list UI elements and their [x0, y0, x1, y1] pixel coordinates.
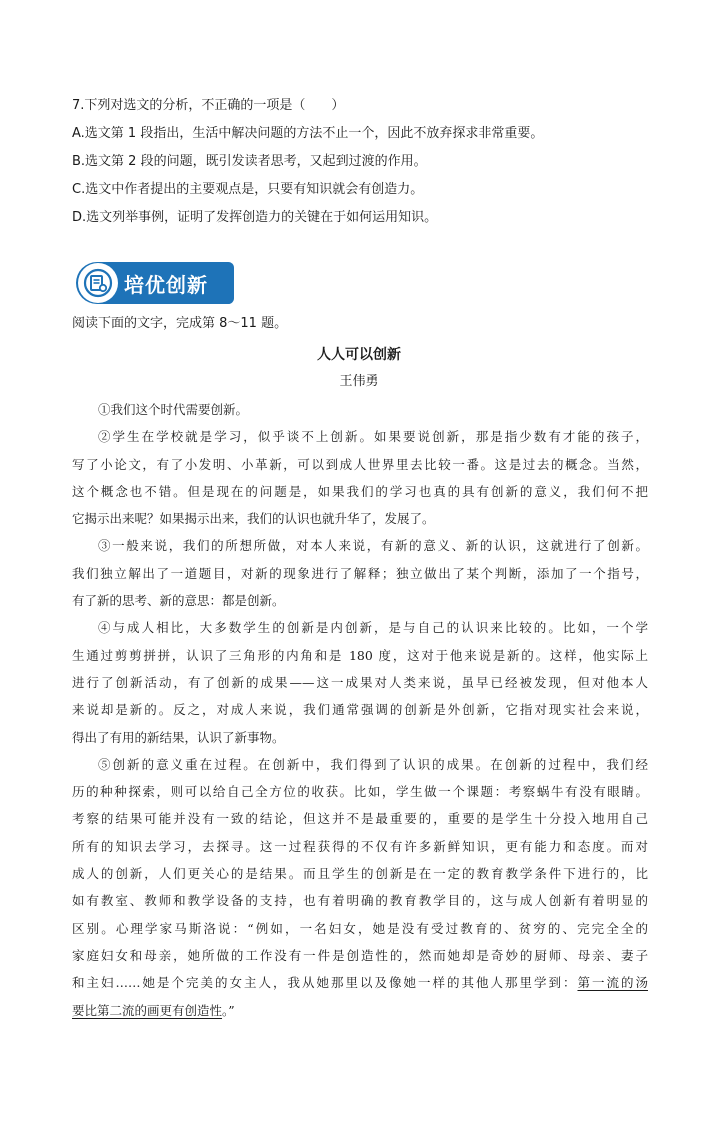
option-d: D.选文列举事例，证明了发挥创造力的关键在于如何运用知识。: [72, 210, 438, 225]
article-line: [72, 560, 648, 587]
line-text: 如有教室、教师和教学设备的支持，也有着明确的教育教学目的，这与成人创新有着明显的: [72, 893, 648, 909]
underlined-quote: 要比第二流的画更有创造性: [72, 1002, 223, 1018]
option-a: A.选文第 1 段指出，生活中解决问题的方法不止一个，因此不放弃探求非常重要。: [72, 126, 544, 141]
underlined-quote: 第一流的汤: [577, 975, 648, 991]
article-line: [72, 642, 648, 669]
line-text: 写了小论文，有了小发明、小革新，可以到成人世界里去比较一番。这是过去的概念。当然，: [72, 456, 648, 472]
line-text: ⑤创新的意义重在过程。在创新中，我们得到了认识的成果。在创新的过程中，我们经: [98, 756, 648, 772]
section-banner: [76, 262, 234, 304]
line-text: 这个概念也不错。但是现在的问题是，如果我们的学习也真的具有创新的意义，我们何不把: [72, 483, 648, 499]
article-line: [72, 997, 648, 1024]
line-text: 成人的创新，人们更关心的是结果。而且学生的创新是在一定的教育教学条件下进行的，比: [72, 866, 648, 882]
article-line: [72, 833, 648, 860]
article-line: [72, 532, 648, 559]
line-text: 历的种种探索，则可以给自己全方位的收获。比如，学生做一个课题：考察蜗牛有没有眼睛。: [72, 784, 648, 800]
line-text: ②学生在学校就是学习，似乎谈不上创新。如果要说创新，那是指少数有才能的孩子，: [98, 429, 648, 445]
article-body: [72, 396, 648, 1024]
article-line: [72, 505, 648, 532]
question-7: [72, 92, 672, 232]
line-text: 它揭示出来呢？如果揭示出来，我们的认识也就升华了，发展了。: [72, 511, 435, 527]
article-line: [72, 778, 648, 805]
option-c: C.选文中作者提出的主要观点是，只要有知识就会有创造力。: [72, 182, 424, 197]
reading-instruction: 阅读下面的文字，完成第 8～11 题。: [72, 316, 288, 331]
article-line: [72, 915, 648, 942]
article-line: [72, 887, 648, 914]
line-text: 所有的知识去学习，去探寻。这一过程获得的不仅有许多新鲜知识，更有能力和态度。而对: [72, 838, 648, 854]
article-line: [72, 396, 648, 423]
article-line: [72, 423, 648, 450]
line-text: 考察的结果可能并没有一致的结论，但这并不是最重要的，重要的是学生十分投入地用自己: [72, 811, 648, 827]
article-line: [72, 751, 648, 778]
article-line: [72, 805, 648, 832]
article-line: [72, 969, 648, 996]
line-text: 家庭妇女和母亲，她所做的工作没有一件是创造性的，然而她却是奇妙的厨师、母亲、妻子: [72, 947, 648, 963]
article-title: 人人可以创新: [317, 347, 401, 363]
line-text: ④与成人相比，大多数学生的创新是内创新，是与自己的认识来比较的。比如，一个学: [98, 620, 648, 636]
article-line: [72, 587, 648, 614]
line-tail: 。”: [222, 1002, 235, 1018]
question-stem: 7.下列对选文的分析，不正确的一项是（ ）: [72, 98, 345, 113]
article-line: [72, 724, 648, 751]
section-title: 培优创新: [124, 273, 208, 297]
line-text: 来说却是新的。反之，对成人来说，我们通常强调的创新是外创新，它指对现实社会来说，: [72, 702, 648, 718]
line-text: 和主妇……她是个完美的女主人，我从她那里以及像她一样的其他人那里学到：: [72, 975, 578, 991]
article-line: [72, 451, 648, 478]
line-text: 生通过剪剪拼拼，认识了三角形的内角和是 180 度，这对于他来说是新的。这样，他实际上: [72, 647, 648, 663]
line-text: 得出了有用的新结果，认识了新事物。: [72, 729, 285, 745]
line-text: ①我们这个时代需要创新。: [98, 402, 249, 417]
article-line: [72, 614, 648, 641]
article-line: [72, 860, 648, 887]
line-text: 我们独立解出了一道题目，对新的现象进行了解释；独立做出了某个判断，添加了一个指号，: [72, 565, 648, 581]
article-line: [72, 478, 648, 505]
line-text: ③一般来说，我们的所想所做，对本人来说，有新的意义、新的认识，这就进行了创新。: [98, 538, 648, 554]
line-text: 有了新的思考、新的意思：都是创新。: [72, 593, 285, 609]
line-text: 区别。心理学家马斯洛说：“例如，一名妇女，她是没有受过教育的、贫穷的、完完全全的: [72, 920, 648, 936]
option-b: B.选文第 2 段的问题，既引发读者思考，又起到过渡的作用。: [72, 154, 427, 169]
article-line: [72, 669, 648, 696]
article-line: [72, 696, 648, 723]
book-icon: [78, 263, 118, 303]
line-text: 进行了创新活动，有了创新的成果——这一成果对人类来说，虽早已经被发现，但对他本人: [72, 674, 648, 690]
article-author: 王伟勇: [339, 374, 379, 389]
article-line: [72, 942, 648, 969]
